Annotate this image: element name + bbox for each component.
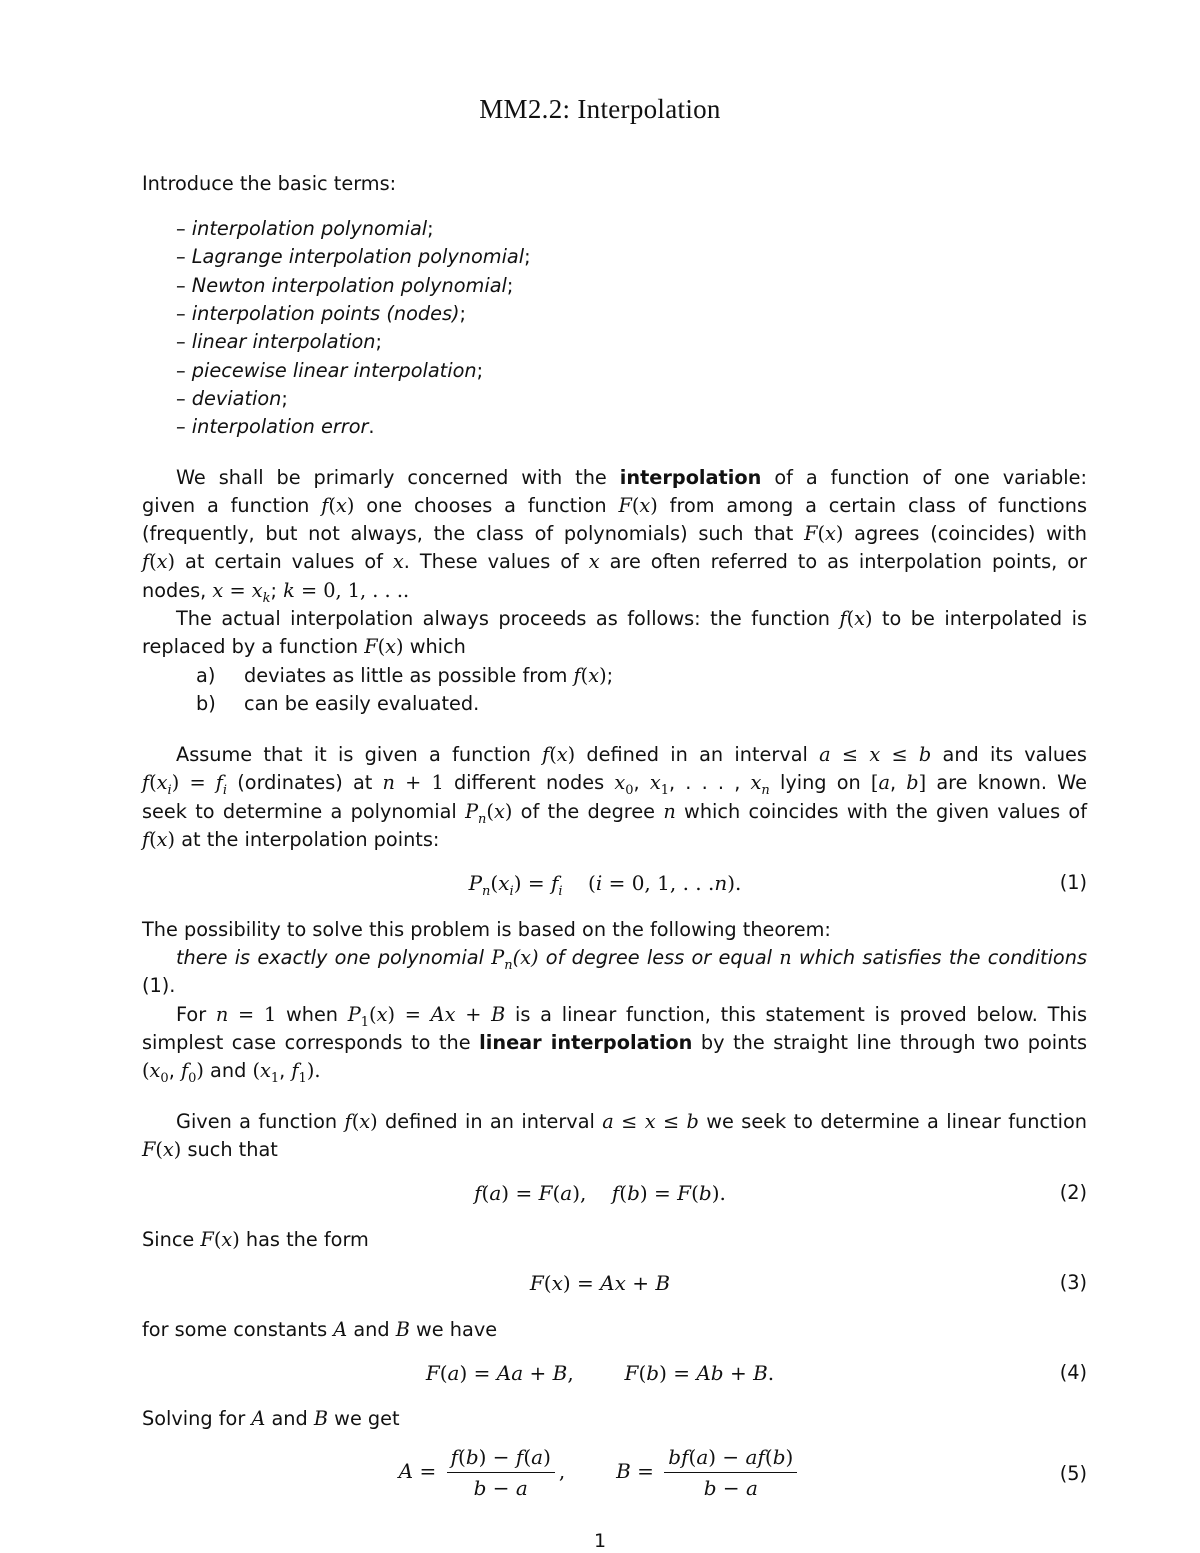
equation-body: F(x) = Ax + B (529, 1271, 671, 1295)
equation-number: (1) (1059, 871, 1087, 894)
list-item: – interpolation polynomial; (176, 217, 434, 240)
text-line: simplest case corresponds to the linear interpolation by the straight line through two points (142, 1031, 1087, 1054)
equation-body: F(a) = Aa + B, F(b) = Ab + B. (425, 1361, 775, 1385)
equation-body: A = $\frac{f(b) - f(a)}{b - a}$ , B = $\frac{bf(a) - af(b)}{b - a}$ (0, 1444, 1200, 1501)
page-number: 1 (593, 1530, 607, 1552)
list-item: a) (196, 664, 216, 687)
list-item: deviates as little as possible from f(x); (244, 664, 614, 687)
text-line: The possibility to solve this problem is based on the following theorem: (142, 918, 831, 941)
text-line: Assume that it is given a function f(x) defined in an interval a ≤ x ≤ b and its values (176, 743, 1087, 766)
text-line: for some constants A and B we have (142, 1318, 498, 1341)
list-item: – interpolation points (nodes); (176, 302, 467, 325)
text-line: Given a function f(x) defined in an interval a ≤ x ≤ b we seek to determine a linear function (176, 1110, 1087, 1133)
text-line: replaced by a function F(x) which (142, 635, 466, 658)
page-title: MM2.2: Interpolation (479, 94, 721, 124)
list-item: – Newton interpolation polynomial; (176, 274, 514, 297)
equation-body: $P_n(x_i) = f_i$ (i = 0, 1, . . .n). (468, 871, 742, 899)
text-line: nodes, $x = x_k$; k = 0, 1, . . .. (142, 579, 410, 606)
fraction: $\frac{f(b) - f(a)}{b - a}$ (447, 1444, 555, 1501)
theorem-statement: there is exactly one polynomial $P_n(x)$ of degree less or equal n which satisfies the conditions (176, 946, 1087, 973)
text-line: (frequently, but not always, the class of polynomials) such that F(x) agrees (coincides) with (142, 522, 1087, 545)
list-item: – Lagrange interpolation polynomial; (176, 245, 531, 268)
list-item: – deviation; (176, 387, 288, 410)
list-item: b) (196, 692, 216, 715)
list-item: can be easily evaluated. (244, 692, 480, 715)
equation-5 (0, 1444, 1200, 1506)
text-line: The actual interpolation always proceeds as follows: the function f(x) to be interpolated is (176, 607, 1087, 630)
equation-number: (3) (1059, 1271, 1087, 1294)
list-item: – linear interpolation; (176, 330, 383, 353)
text-line: Since F(x) has the form (142, 1228, 369, 1251)
text-line: f(x) at the interpolation points: (142, 828, 440, 851)
equation-number: (5) (1059, 1462, 1087, 1485)
text-line: seek to determine a polynomial $P_n(x)$ of the degree n which coincides with the given values of (142, 800, 1088, 827)
list-item: – piecewise linear interpolation; (176, 359, 484, 382)
text-line: (1). (142, 974, 176, 997)
fraction: $\frac{bf(a) - af(b)}{b - a}$ (664, 1444, 797, 1501)
text-line: given a function f(x) one chooses a function F(x) from among a certain class of functions (142, 494, 1087, 517)
text-line: f(x) at certain values of x. These values of x are often referred to as interpolation points, or (142, 550, 1087, 573)
list-item: – interpolation error. (176, 415, 375, 438)
text-line: Solving for A and B we get (142, 1407, 400, 1430)
intro-line: Introduce the basic terms: (142, 172, 397, 195)
text-line: We shall be primarly concerned with the interpolation of a function of one variable: (176, 466, 1088, 489)
text-line: For n = 1 when $P_1(x) = Ax + B$ is a linear function, this statement is proved below. This (176, 1003, 1087, 1030)
equation-number: (4) (1059, 1361, 1087, 1384)
text-line: F(x) such that (142, 1138, 278, 1161)
equation-body: f(a) = F(a), f(b) = F(b). (474, 1181, 726, 1205)
text-line: $f(x_i) = f_i$ (ordinates) at n + 1 different nodes $x_0$, $x_1$, . . . , $x_n$ lying on [a, b] are known. We (142, 771, 1087, 798)
text-line: ($x_0$, $f_0$) and ($x_1$, $f_1$). (142, 1059, 321, 1086)
equation-number: (2) (1059, 1181, 1087, 1204)
